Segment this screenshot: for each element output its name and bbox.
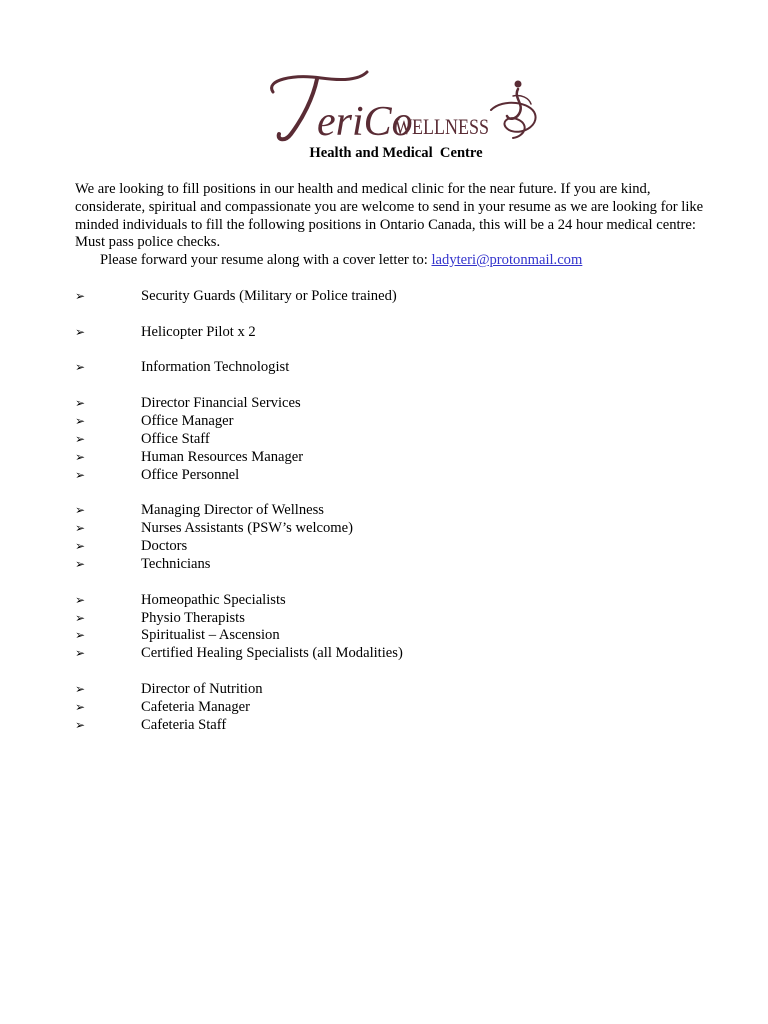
position-label: Human Resources Manager	[141, 449, 304, 465]
position-label: Homeopathic Specialists	[141, 592, 286, 608]
page-subtitle: Health and Medical Centre	[309, 145, 483, 161]
position-label: Office Personnel	[141, 467, 240, 483]
position-label: Nurses Assistants (PSW’s welcome)	[141, 520, 354, 536]
position-label: Cafeteria Manager	[141, 699, 250, 715]
arrow-bullet-icon: ➢	[75, 360, 86, 374]
arrow-bullet-icon: ➢	[75, 521, 86, 535]
arrow-bullet-icon: ➢	[75, 700, 86, 714]
arrow-bullet-icon: ➢	[75, 646, 86, 660]
position-label: Cafeteria Staff	[141, 717, 227, 733]
svg-text:WELLNESS: WELLNESS	[395, 114, 489, 139]
position-label: Security Guards (Military or Police trained)	[141, 288, 397, 304]
arrow-bullet-icon: ➢	[75, 325, 86, 339]
forward-instruction	[100, 252, 582, 270]
position-label: Director of Nutrition	[141, 681, 263, 697]
arrow-bullet-icon: ➢	[75, 289, 86, 303]
arrow-bullet-icon: ➢	[75, 682, 86, 696]
email-link[interactable]: ladyteri@protonmail.com	[431, 252, 583, 268]
arrow-bullet-icon: ➢	[75, 611, 86, 625]
position-label: Managing Director of Wellness	[141, 502, 324, 518]
position-label: Helicopter Pilot x 2	[141, 324, 256, 340]
arrow-bullet-icon: ➢	[75, 718, 86, 732]
position-label: Technicians	[141, 556, 211, 572]
arrow-bullet-icon: ➢	[75, 557, 86, 571]
arrow-bullet-icon: ➢	[75, 450, 86, 464]
arrow-bullet-icon: ➢	[75, 432, 86, 446]
position-label: Director Financial Services	[141, 395, 301, 411]
intro-paragraph: We are looking to fill positions in our health and medical clinic for the near future. If you are kind, considerate, spiritual and compassionate you are welcome to send in your resume as we are looking for like minded individuals to fill the following positions in Ontario Canada, this will be a 24 hour medical centre: Must pass police checks.	[75, 181, 704, 251]
position-label: Certified Healing Specialists (all Modalities)	[141, 645, 403, 661]
svg-text:eriCo: eriCo	[317, 99, 413, 144]
arrow-bullet-icon: ➢	[75, 468, 86, 482]
arrow-bullet-icon: ➢	[75, 539, 86, 553]
forward-text: Please forward your resume along with a cover letter to:	[100, 252, 432, 268]
position-label: Information Technologist	[141, 359, 290, 375]
position-label: Office Staff	[141, 431, 210, 447]
logo-graphic	[263, 58, 545, 144]
position-label: Physio Therapists	[141, 610, 245, 626]
arrow-bullet-icon: ➢	[75, 593, 86, 607]
position-label: Spiritualist – Ascension	[141, 627, 280, 643]
position-label: Doctors	[141, 538, 188, 554]
terico-wellness-logo	[263, 58, 545, 144]
arrow-bullet-icon: ➢	[75, 396, 86, 410]
arrow-bullet-icon: ➢	[75, 414, 86, 428]
position-label: Office Manager	[141, 413, 234, 429]
arrow-bullet-icon: ➢	[75, 503, 86, 517]
arrow-bullet-icon: ➢	[75, 628, 86, 642]
